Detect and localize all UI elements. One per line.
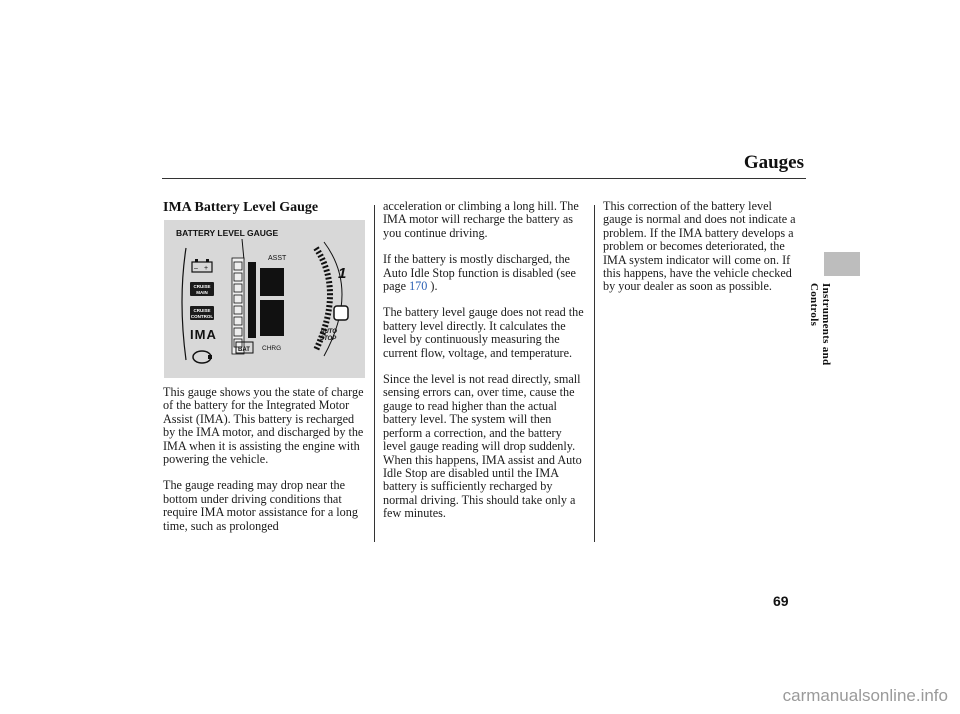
- paragraph: This correction of the battery level gauge is normal and does not indicate a problem. If the IMA battery develops a problem or becomes deteriorated, the IMA system indicator will come on. If this happens, have the vehicle checked by your dealer as soon as possible.: [603, 199, 796, 294]
- watermark: carmanualsonline.info: [782, 686, 948, 705]
- svg-text:ASST: ASST: [268, 255, 287, 262]
- svg-text:CRUISE: CRUISE: [193, 308, 211, 313]
- figure-caption: BATTERY LEVEL GAUGE: [176, 228, 279, 238]
- side-tab-label: Instruments and Controls: [808, 283, 832, 366]
- column-2: [383, 200, 588, 521]
- column-divider: [374, 205, 375, 542]
- svg-text:CHRG: CHRG: [262, 345, 282, 352]
- column-divider: [594, 205, 595, 542]
- page-number: 69: [773, 593, 789, 609]
- svg-text:AUTO: AUTO: [320, 329, 337, 335]
- svg-text:BAT: BAT: [238, 347, 250, 353]
- section-heading: IMA Battery Level Gauge: [163, 200, 319, 215]
- paragraph: This gauge shows you the state of charge of the battery for the Integrated Motor Assist (IMA). This battery is recharged by the IMA motor, and discharged by the IMA when it is assisting the engine with powering the vehicle.: [163, 385, 364, 467]
- column-3: [603, 200, 803, 294]
- paragraph-text: If the battery is mostly discharged, the Auto Idle Stop function is disabled (see page: [383, 252, 576, 294]
- battery-gauge-illustration: [164, 220, 365, 378]
- svg-text:+: +: [204, 265, 209, 272]
- paragraph: Since the level is not read directly, small sensing errors can, over time, cause the gauge to read higher than the actual battery level. The system will then perform a correction, and the battery level gauge reading will drop suddenly. When this happens, IMA assist and Auto Idle Stop are disabled until the IMA battery is sufficiently recharged by normal driving. This should take only a few minutes.: [383, 372, 582, 521]
- column-1: [163, 386, 368, 533]
- svg-text:–: –: [194, 265, 198, 272]
- page-reference-link[interactable]: 170: [409, 279, 428, 294]
- svg-text:STOP: STOP: [320, 336, 337, 342]
- battery-gauge-figure: [164, 220, 365, 378]
- svg-text:CRUISE: CRUISE: [193, 284, 211, 289]
- section-title: Gauges: [743, 152, 804, 173]
- paragraph: The battery level gauge does not read the battery level directly. It calculates the level by continuously measuring the current flow, voltage, and temperature.: [383, 305, 584, 360]
- svg-text:1: 1: [338, 265, 347, 282]
- side-tab-marker: [824, 252, 860, 276]
- paragraph: [383, 253, 588, 293]
- paragraph: acceleration or climbing a long hill. The IMA motor will recharge the battery as you continue driving.: [383, 199, 579, 240]
- paragraph: The gauge reading may drop near the bottom under driving conditions that require IMA motor assistance for a long time, such as prolonged: [163, 478, 358, 533]
- header-rule: [162, 178, 806, 179]
- svg-text:MAIN: MAIN: [196, 290, 208, 295]
- paragraph-text: ).: [427, 279, 438, 294]
- svg-text:CONTROL: CONTROL: [190, 314, 214, 319]
- svg-text:IMA: IMA: [190, 327, 217, 342]
